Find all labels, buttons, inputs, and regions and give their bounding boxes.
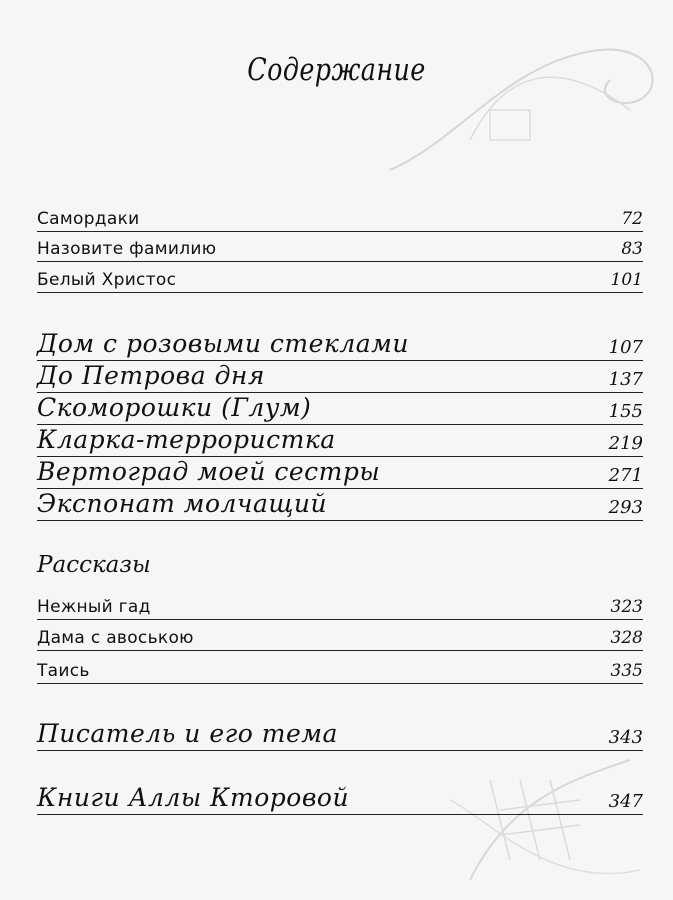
bleed-through-flourish-top [370,20,670,200]
toc-entry-page: 293 [608,497,643,518]
toc-entry-page: 335 [610,661,643,681]
toc-rule [37,261,643,262]
toc-entry [37,590,643,620]
page-title: Содержание [247,52,426,88]
section-heading: Рассказы [37,552,151,578]
toc-entry-page: 271 [608,465,643,486]
toc-entry-page: 343 [608,727,643,748]
toc-entry-title: Кларка-террористка [37,425,336,454]
bleed-through-flourish-bottom [430,740,670,900]
toc-rule [37,650,643,651]
toc-entry [37,357,643,393]
toc-entry [37,715,643,751]
toc-rule [37,750,643,751]
toc-entry [37,389,643,425]
toc-entry [37,779,643,815]
toc-entry-page: 347 [608,791,643,812]
toc-entry-page: 323 [610,597,643,617]
toc-entry-page: 137 [608,369,643,390]
toc-entry-page: 83 [621,239,643,259]
toc-entry-page: 101 [610,270,643,290]
toc-entry [37,202,643,232]
toc-entry-page: 219 [608,433,643,454]
toc-entry-title: Белый Христос [37,270,177,290]
toc-entry-page: 155 [608,401,643,422]
toc-entry [37,654,643,684]
toc-entry [37,485,643,521]
toc-entry [37,621,643,651]
toc-entry-title: Назовите фамилию [37,239,217,259]
toc-entry-page: 72 [621,209,643,229]
toc-entry-title: До Петрова дня [37,361,265,390]
toc-entry-title: Дом с розовыми стеклами [37,329,410,358]
toc-entry [37,263,643,293]
toc-entry [37,232,643,262]
toc-rule [37,683,643,684]
toc-entry-title: Нежный гад [37,597,151,617]
toc-rule [37,292,643,293]
toc-entry [37,421,643,457]
toc-rule [37,814,643,815]
toc-entry-page: 107 [608,337,643,358]
toc-entry-title: Книги Аллы Кторовой [37,783,350,812]
toc-entry [37,325,643,361]
toc-entry-title: Писатель и его тема [37,719,338,748]
toc-entry-title: Дама с авоською [37,628,194,648]
toc-entry [37,453,643,489]
toc-entry-title: Самордаки [37,209,140,229]
toc-entry-title: Таись [37,661,90,681]
toc-rule [37,520,643,521]
toc-entry-title: Экспонат молчащий [37,489,328,518]
toc-entry-title: Скоморошки (Глум) [37,393,312,422]
toc-entry-title: Вертоград моей сестры [37,457,381,486]
toc-entry-page: 328 [610,628,643,648]
toc-rule [37,619,643,620]
